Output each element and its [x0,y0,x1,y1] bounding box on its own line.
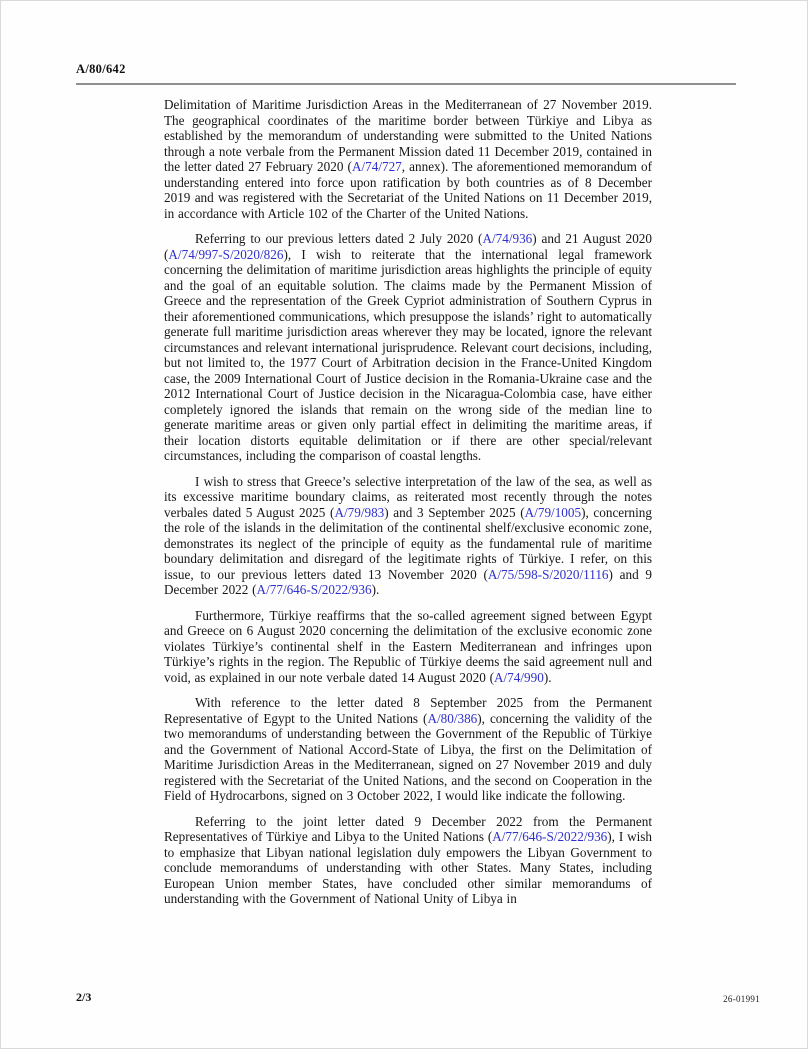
document-symbol-link[interactable]: A/77/646-S/2022/936 [256,582,372,597]
document-symbol-link[interactable]: A/77/646-S/2022/936 [492,829,608,844]
header-rule [76,83,736,85]
document-symbol-link[interactable]: A/75/598-S/2020/1116 [487,566,609,582]
paragraph: Referring to the joint letter dated 9 December 2022 from the Permanent Representatives of Türkiye and Libya to the United Nations (A/77/646-S/2022/936), I wish to emphasize that Libyan national legislation duly empowers the Libyan Government to conclude memorandums of understanding with other States. Many States, including European Union member States, have concluded other similar memorandums of understanding with the Government of National Unity of Libya in [164,813,652,906]
document-symbol-link[interactable]: A/79/1005 [524,504,582,520]
document-symbol-link[interactable]: A/74/990 [493,669,544,685]
paragraph: With reference to the letter dated 8 September 2025 from the Permanent Representative of Egypt to the United Nations (A/80/386), concerning the validity of the two memorandums of understanding between the Government of the Republic of Türkiye and the Government of National Accord-State of Libya, the first on the Delimitation of Maritime Jurisdiction Areas in the Mediterranean, signed on 27 November 2019 and duly registered with the Secretariat of the United Nations, and the second on Cooperation in the Field of Hydrocarbons, signed on 3 October 2022, I would like indicate the following. [164,695,652,803]
page-number: 2/3 [76,990,92,1004]
letter-body [164,97,652,917]
page-header [76,60,736,85]
document-symbol-link[interactable]: A/74/727 [351,159,402,174]
document-symbol: A/80/642 [76,62,126,76]
document-symbol-link[interactable]: A/79/983 [334,504,385,520]
job-number: 26-01991 [723,994,760,1004]
document-symbol-link[interactable]: A/74/997-S/2020/826 [168,246,284,262]
paragraph: Referring to our previous letters dated 2 July 2020 (A/74/936) and 21 August 2020 (A/74/997-S/2020/826), I wish to reiterate that the international legal framework concerning the delimitation of maritime jurisdiction areas highlights the principle of equity and the goal of an equitable solution. The claims made by the Permanent Mission of Greece and the representation of the Greek Cypriot administration of Southern Cyprus in their aforementioned communications, which presuppose the islands’ right to automatically generate full maritime jurisdiction areas wherever they may be located, ignore the relevant circumstances and relevant international jurisprudence. Relevant court decisions, including, but not limited to, the 1977 Court of Arbitration decision in the France-United Kingdom case, the 2009 International Court of Justice decision in the Romania-Ukraine case and the 2012 International Court of Justice decision in the Nicaragua-Colombia case, have either completely ignored the islands that remain on the wrong side of the median line to generate maritime areas or given only partial effect in delimiting the maritime areas, if their location distorts equitable delimitation or if there are other special/relevant circumstances, including the comparison of coastal lengths. [164,231,652,463]
document-symbol-link[interactable]: A/80/386 [427,710,478,726]
paragraph: Delimitation of Maritime Jurisdiction Areas in the Mediterranean of 27 November 2019. The geographical coordinates of the maritime border between Türkiye and Libya as established by the memorandum of understanding were submitted to the United Nations through a note verbale from the Permanent Mission dated 11 December 2019, contained in the letter dated 27 February 2020 (A/74/727, annex). The aforementioned memorandum of understanding entered into force upon ratification by both countries as of 8 December 2019 and was registered with the Secretariat of the United Nations on 11 December 2019, in accordance with Article 102 of the Charter of the United Nations. [164,97,652,221]
paragraph: I wish to stress that Greece’s selective interpretation of the law of the sea, as well as its excessive maritime boundary claims, as reiterated most recently through the notes verbales dated 5 August 2025 (A/79/983) and 3 September 2025 (A/79/1005), concerning the role of the islands in the delimitation of the continental shelf/exclusive economic zone, demonstrates its neglect of the principle of equity as the fundamental rule of maritime boundary delimitation and disregard of the legitimate rights of Türkiye. I refer, on this issue, to our previous letters dated 13 November 2020 (A/75/598-S/2020/1116) and 9 December 2022 (A/77/646-S/2022/936). [164,473,652,597]
paragraph: Furthermore, Türkiye reaffirms that the so-called agreement signed between Egypt and Greece on 6 August 2020 concerning the delimitation of the exclusive economic zone violates Türkiye’s continental shelf in the Eastern Mediterranean and infringes upon Türkiye’s rights in the region. The Republic of Türkiye deems the said agreement null and void, as explained in our note verbale dated 14 August 2020 (A/74/990). [164,607,652,685]
document-symbol-link[interactable]: A/74/936 [482,231,533,246]
